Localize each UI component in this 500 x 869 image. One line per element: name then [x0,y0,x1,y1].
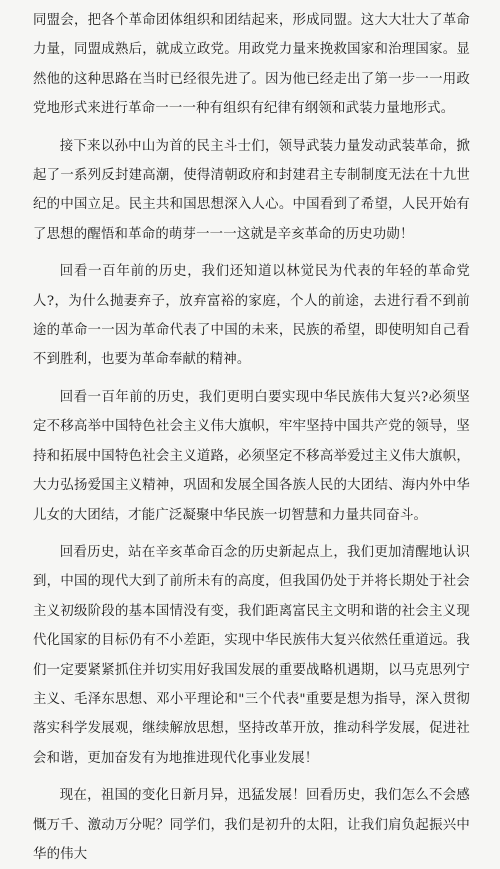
paragraph-2: 接下来以孙中山为首的民主斗士们，领导武装力量发动武装革命，掀起了一系列反封建高潮，使得清朝政府和封建君主专制制度无法在十九世纪的中国立足。民主共和国思想深入人心。中国看到了希望，人民开始有了思想的醒悟和革命的萌芽一一一这就是辛亥革命的历史功勋！ [33,138,470,242]
paragraph-6: 现在，祖国的变化日新月异，迅猛发展！回看历史，我们怎么不会感慨万千、激动万分呢？同学们，我们是初升的太阳，让我们肩负起振兴中华的伟大 [33,788,470,862]
paragraph-4: 回看一百年前的历史，我们更明白要实现中华民族伟大复兴?必须坚定不移高举中国特色社会主义伟大旗帜，牢牢坚持中国共产党的领导，坚持和拓展中国特色社会主义道路，必须坚定不移高举爱过主义伟大旗帜，大力弘扬爱国主义精神，巩固和发展全国各族人民的大团结、海内外中华儿女的大团结，才能广泛凝聚中华民族一切智慧和力量共同奋斗。 [33,389,470,523]
paragraph-3: 回看一百年前的历史，我们还知道以林觉民为代表的年轻的革命党人?，为什么抛妻弃子，放弃富裕的家庭，个人的前途，去进行看不到前途的革命一一因为革命代表了中国的未来，民族的希望，即使明知自己看不到胜利，也要为革命奉献的精神。 [33,264,470,368]
paragraph-5: 回看历史，站在辛亥革命百念的历史新起点上，我们更加清醒地认识到，中国的现代大到了前所未有的高度，但我国仍处于并将长期处于社会主义初级阶段的基本国情没有变，我们距离富民主文明和谐的社会主义现代化国家的目标仍有不小差距，实现中华民族伟大复兴依然任重道远。我们一定要紧紧抓住并切实用好我国发展的重要战略机遇期，以马克思列宁主义、毛泽东思想、邓小平理论和"三个代表"重要是想为指导，深入贯彻落实科学发展观，继续解放思想，坚持改革开放，推动科学发展，促进社会和谐，更加奋发有为地推进现代化事业发展！ [33,544,470,766]
paragraph-1: 同盟会，把各个革命团体组织和团结起来，形成同盟。这大大壮大了革命力量，同盟成熟后，就成立政党。用政党力量来挽救国家和治理国家。显然他的这种思路在当时已经很先进了。因为他已经走出了第一步一一用政党地形式来进行革命一一一种有组织有纪律有纲领和武装力量地形式。 [33,13,470,117]
